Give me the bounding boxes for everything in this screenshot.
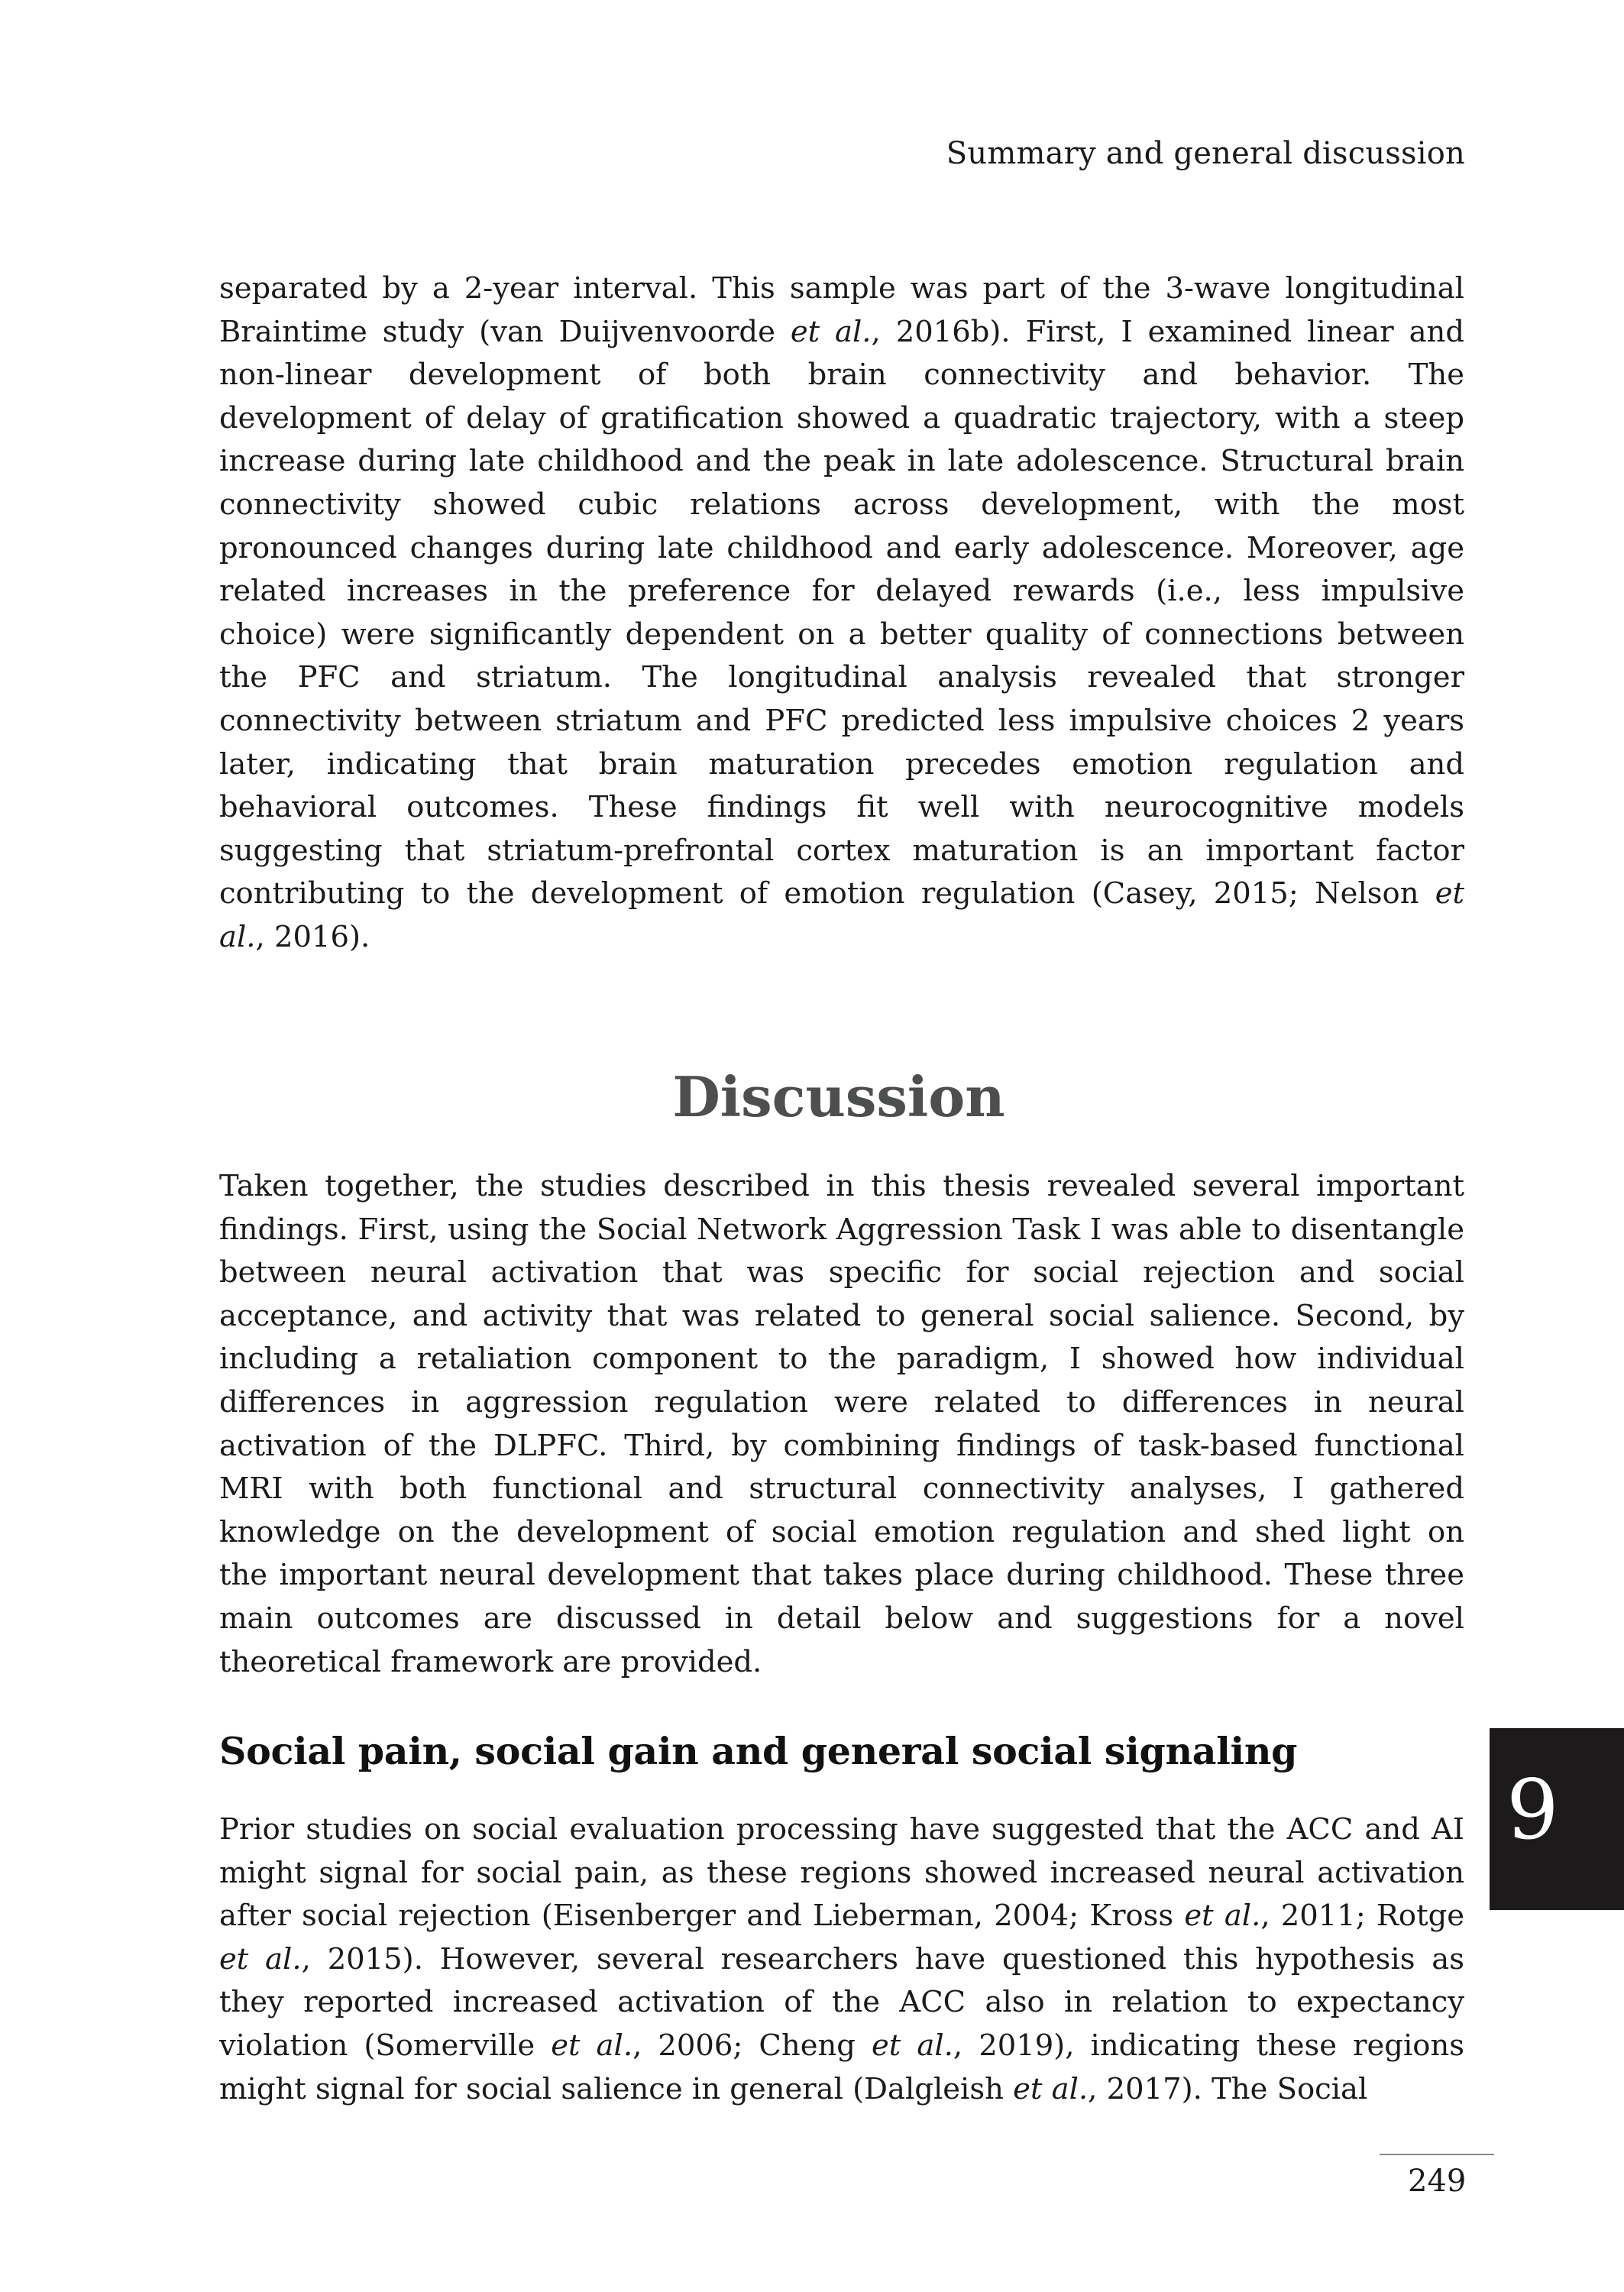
text-line: main outcomes are discussed in detail below and suggestions for a novel — [219, 1601, 1464, 1636]
text-segment: violation (Somerville — [219, 2028, 552, 2063]
text-line: later, indicating that brain maturation precedes emotion regulation and — [219, 746, 1464, 782]
text-line: Prior studies on social evaluation processing have suggested that the ACC and AI — [219, 1812, 1464, 1847]
text-line: behavioral outcomes. These findings fit well with neurocognitive models — [219, 790, 1464, 825]
text-line: increase during late childhood and the peak in late adolescence. Structural brain — [219, 444, 1464, 479]
text-line — [219, 2025, 1464, 2068]
footer-rule — [1380, 2154, 1494, 2155]
text-line: between neural activation that was specific for social rejection and social — [219, 1255, 1464, 1290]
section-paragraph — [219, 1808, 1464, 2111]
text-segment: , 2017). The Social — [1088, 2071, 1368, 2106]
section-subheading: Social pain, social gain and general social signaling — [219, 1729, 1298, 1773]
italic-citation: et al. — [1013, 2071, 1089, 2106]
italic-citation: al. — [219, 919, 256, 954]
text-line — [219, 1938, 1464, 1982]
text-segment: after social rejection (Eisenberger and Lieberman, 2004; Kross — [219, 1899, 1185, 1934]
text-line: the important neural development that takes place during childhood. These three — [219, 1558, 1464, 1593]
text-segment: , 2019), indicating these regions — [953, 2028, 1464, 2063]
page-number: 249 — [1408, 2164, 1467, 2199]
text-line: choice) were significantly dependent on a better quality of connections between — [219, 617, 1464, 652]
text-line: they reported increased activation of the ACC also in relation to expectancy — [219, 1985, 1464, 2020]
text-segment: contributing to the development of emotion regulation (Casey, 2015; Nelson — [219, 876, 1435, 911]
italic-citation: et — [1435, 876, 1464, 911]
text-line: knowledge on the development of social emotion regulation and shed light on — [219, 1514, 1464, 1549]
text-line: differences in aggression regulation were related to differences in neural — [219, 1384, 1464, 1420]
text-segment: Braintime study (van Duijvenvoorde — [219, 314, 791, 349]
chapter-tab — [1490, 1728, 1624, 1910]
text-line: theoretical framework are provided. — [219, 1644, 762, 1679]
text-line: MRI with both functional and structural connectivity analyses, I gathered — [219, 1471, 1464, 1507]
italic-citation: et al. — [790, 314, 872, 349]
text-line: non-linear development of both brain connectivity and behavior. The — [219, 358, 1464, 393]
text-line: findings. First, using the Social Network Aggression Task I was able to disentangle — [219, 1212, 1464, 1247]
chapter-number: 9 — [1506, 1763, 1559, 1858]
italic-citation: et al. — [1184, 1899, 1261, 1934]
text-line: connectivity between striatum and PFC predicted less impulsive choices 2 years — [219, 703, 1464, 738]
text-line: suggesting that striatum-prefrontal cortex maturation is an important factor — [219, 833, 1464, 868]
text-line: related increases in the preference for delayed rewards (i.e., less impulsive — [219, 574, 1464, 609]
text-line — [219, 311, 1464, 354]
text-segment: , 2011; Rotge — [1260, 1899, 1465, 1934]
text-segment: , 2006; Cheng — [632, 2028, 872, 2063]
text-line: Taken together, the studies described in this thesis revealed several important — [219, 1169, 1464, 1203]
text-segment: , 2016b). First, I examined linear and — [871, 314, 1465, 349]
text-line: pronounced changes during late childhood and early adolescence. Moreover, age — [219, 530, 1464, 565]
italic-citation: et al. — [219, 1941, 302, 1976]
text-segment: , 2016). — [255, 919, 370, 954]
text-line — [219, 916, 1464, 960]
text-line: activation of the DLPFC. Third, by combining findings of task-based functional — [219, 1428, 1464, 1463]
text-line: acceptance, and activity that was related to general social salience. Second, by — [219, 1298, 1464, 1333]
discussion-paragraph — [219, 1165, 1464, 1684]
text-line — [219, 2068, 1464, 2112]
italic-citation: et al. — [551, 2028, 633, 2063]
italic-citation: et al. — [872, 2028, 953, 2063]
intro-paragraph — [219, 267, 1464, 960]
text-line — [219, 872, 1464, 916]
text-line: including a retaliation component to the paradigm, I showed how individual — [219, 1342, 1464, 1377]
text-line: might signal for social pain, as these regions showed increased neural activation — [219, 1855, 1464, 1890]
text-line — [219, 1895, 1464, 1938]
running-header: Summary and general discussion — [946, 136, 1465, 171]
text-line: connectivity showed cubic relations across development, with the most — [219, 487, 1464, 522]
text-line: the PFC and striatum. The longitudinal analysis revealed that stronger — [219, 660, 1464, 695]
text-line: separated by a 2-year interval. This sample was part of the 3-wave longitudinal — [219, 271, 1464, 306]
discussion-heading: Discussion — [672, 1064, 1005, 1129]
text-line: development of delay of gratification showed a quadratic trajectory, with a steep — [219, 400, 1464, 435]
text-segment: , 2015). However, several researchers have questioned this hypothesis as — [301, 1941, 1464, 1976]
text-segment: might signal for social salience in general (Dalgleish — [219, 2071, 1014, 2106]
